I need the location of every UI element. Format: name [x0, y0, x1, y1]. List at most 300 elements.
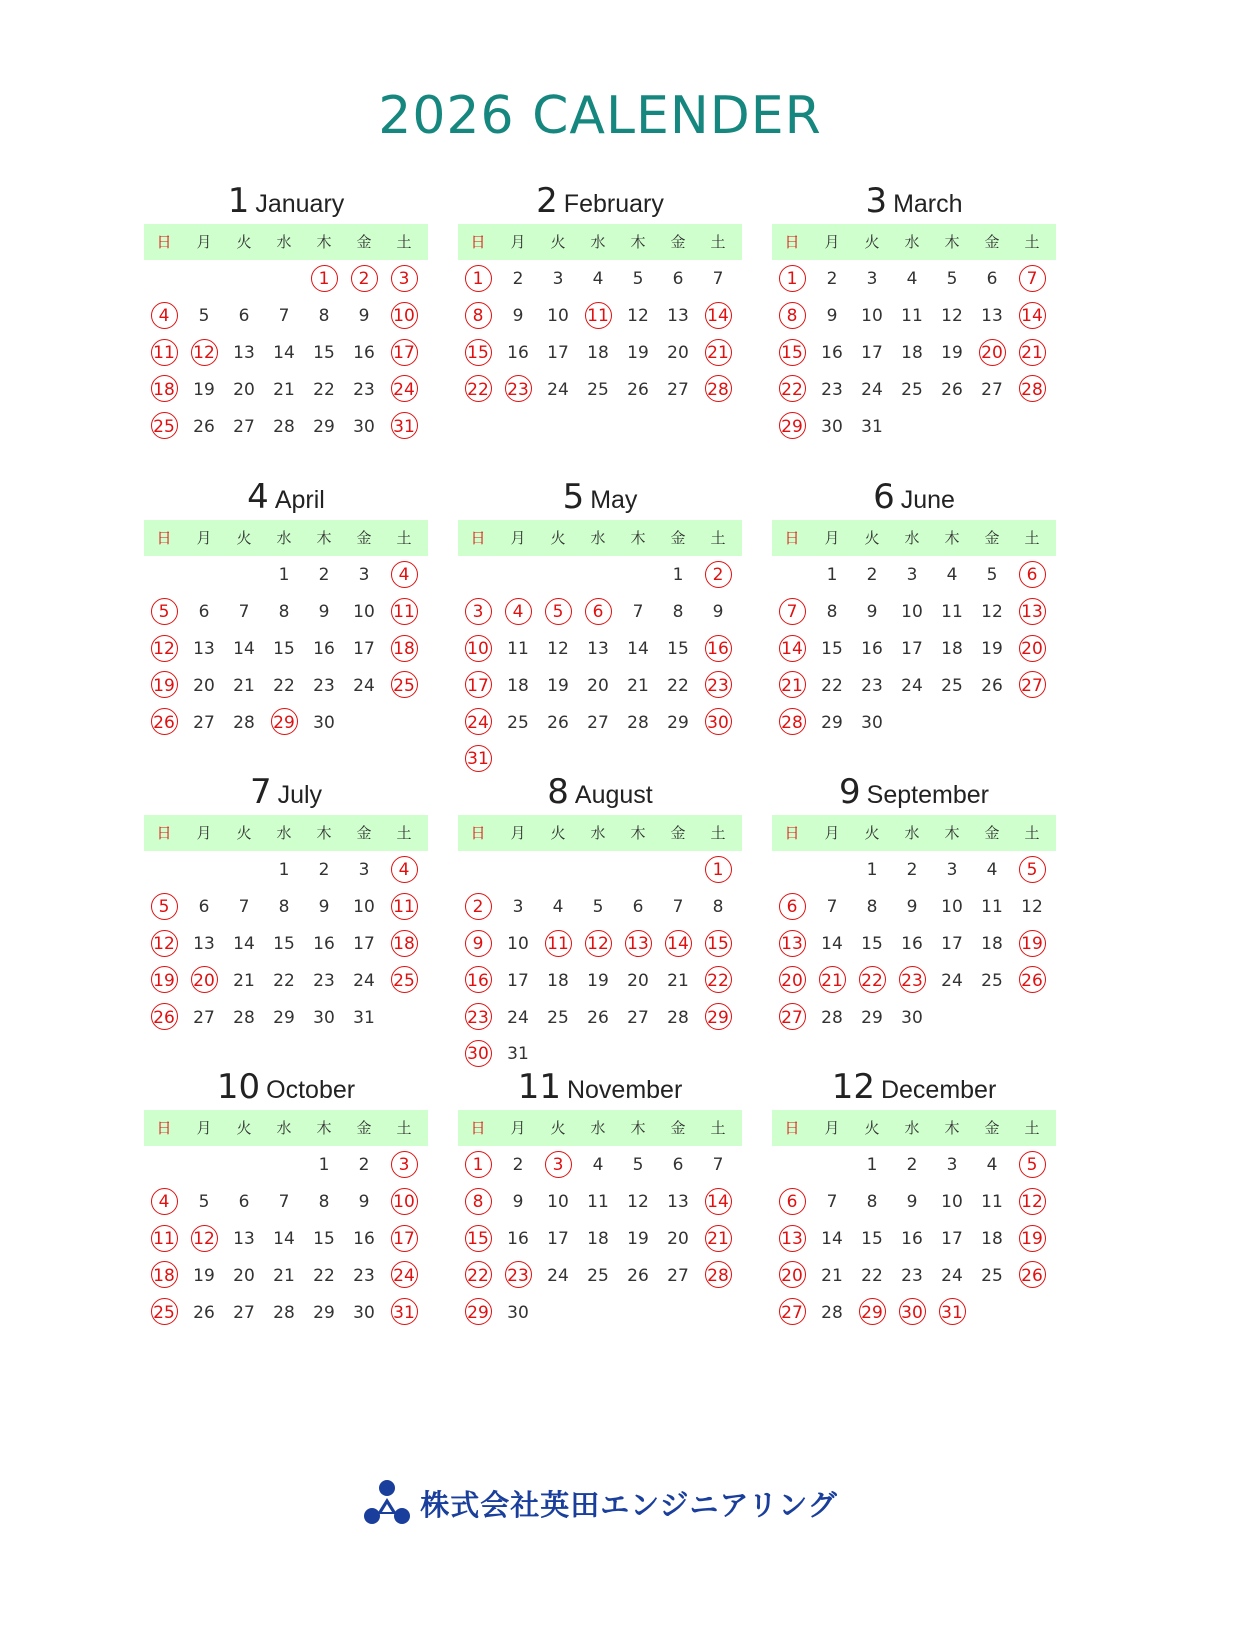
holiday-day-cell [772, 594, 812, 631]
day-number: 21 [667, 970, 689, 991]
day-number: 9 [358, 1192, 370, 1213]
day-number: 29 [861, 1302, 883, 1323]
empty-day-cell [772, 557, 812, 594]
day-cell [972, 1184, 1012, 1221]
holiday-day-cell [892, 962, 932, 999]
day-number: 14 [781, 638, 803, 659]
weekday-label: 木 [316, 233, 332, 251]
day-number: 18 [393, 638, 415, 659]
day-cell [812, 667, 852, 704]
day-number: 22 [313, 379, 335, 400]
day-number: 2 [712, 565, 724, 586]
day-number: 8 [278, 602, 290, 623]
holiday-day-cell [144, 926, 184, 963]
day-cell [304, 889, 344, 926]
weekday-label: 月 [824, 529, 840, 547]
day-number: 26 [981, 675, 1003, 696]
day-number: 31 [467, 749, 489, 770]
holiday-day-cell [384, 1294, 424, 1331]
weekday-label: 日 [784, 529, 800, 547]
weekday-label: 水 [590, 529, 606, 547]
day-cell [538, 261, 578, 298]
month-block [772, 1066, 1056, 1331]
company-name: 株式会社英田エンジニアリング [420, 1487, 838, 1522]
day-cell [892, 999, 932, 1036]
month-block [144, 476, 428, 741]
month-name: November [566, 1076, 683, 1104]
day-number: 2 [826, 269, 838, 290]
day-number: 18 [153, 379, 175, 400]
month-heading [458, 476, 742, 518]
day-cell [932, 557, 972, 594]
day-cell [224, 704, 264, 741]
day-number: 14 [821, 933, 843, 954]
day-number: 4 [158, 1192, 170, 1213]
holiday-day-cell [932, 1294, 972, 1331]
days-grid [772, 557, 1056, 741]
day-cell [658, 261, 698, 298]
day-cell [224, 594, 264, 631]
day-cell [344, 1257, 384, 1294]
day-cell [618, 631, 658, 668]
day-number: 3 [946, 860, 958, 881]
day-number: 9 [712, 602, 724, 623]
weekday-label: 水 [276, 824, 292, 842]
day-cell [344, 1221, 384, 1258]
day-number: 13 [667, 306, 689, 327]
day-number: 27 [981, 379, 1003, 400]
day-number: 27 [667, 379, 689, 400]
day-number: 10 [547, 1192, 569, 1213]
holiday-day-cell [184, 335, 224, 372]
day-number: 27 [233, 416, 255, 437]
day-cell [972, 926, 1012, 963]
holiday-day-cell [144, 631, 184, 668]
day-number: 12 [193, 1228, 215, 1249]
empty-day-cell [538, 557, 578, 594]
day-cell [812, 371, 852, 408]
holiday-day-cell [458, 335, 498, 372]
day-number: 3 [512, 897, 524, 918]
day-number: 6 [786, 1192, 798, 1213]
day-number: 16 [861, 638, 883, 659]
day-number: 7 [238, 897, 250, 918]
day-number: 19 [153, 675, 175, 696]
day-number: 7 [826, 1192, 838, 1213]
weekday-label: 水 [904, 1119, 920, 1137]
day-number: 24 [353, 970, 375, 991]
day-cell [304, 631, 344, 668]
empty-day-cell [224, 1147, 264, 1184]
month-name: May [590, 486, 638, 514]
holiday-day-cell [458, 667, 498, 704]
day-cell [852, 999, 892, 1036]
month-name: July [277, 781, 323, 809]
month-block [772, 476, 1056, 741]
holiday-day-cell [384, 594, 424, 631]
day-cell [698, 594, 738, 631]
day-cell [658, 999, 698, 1036]
day-number: 15 [821, 638, 843, 659]
day-number: 25 [901, 379, 923, 400]
month-heading [772, 476, 1056, 518]
month-block [458, 180, 742, 408]
day-number: 20 [1021, 638, 1043, 659]
day-number: 30 [313, 1007, 335, 1028]
day-number: 24 [353, 675, 375, 696]
day-number: 4 [512, 602, 524, 623]
month-number: 12 [831, 1067, 875, 1107]
day-number: 13 [981, 306, 1003, 327]
day-number: 18 [507, 675, 529, 696]
day-number: 19 [193, 379, 215, 400]
day-number: 23 [901, 1265, 923, 1286]
weekday-label: 木 [316, 824, 332, 842]
weekday-label: 日 [784, 824, 800, 842]
empty-day-cell [144, 852, 184, 889]
day-cell [852, 298, 892, 335]
day-number: 18 [981, 933, 1003, 954]
empty-day-cell [538, 852, 578, 889]
day-cell [658, 889, 698, 926]
weekday-label: 日 [470, 824, 486, 842]
day-number: 12 [547, 638, 569, 659]
day-number: 30 [353, 416, 375, 437]
day-number: 19 [627, 1228, 649, 1249]
day-cell [264, 852, 304, 889]
weekday-header [458, 224, 742, 260]
day-cell [972, 889, 1012, 926]
day-number: 29 [707, 1007, 729, 1028]
day-number: 21 [821, 1265, 843, 1286]
holiday-day-cell [458, 1257, 498, 1294]
day-number: 11 [153, 1228, 175, 1249]
holiday-day-cell [772, 1221, 812, 1258]
day-number: 2 [906, 860, 918, 881]
holiday-day-cell [384, 1147, 424, 1184]
day-number: 7 [1026, 269, 1038, 290]
day-cell [972, 557, 1012, 594]
day-cell [892, 631, 932, 668]
day-cell [892, 335, 932, 372]
day-cell [972, 261, 1012, 298]
day-number: 7 [632, 602, 644, 623]
holiday-day-cell [772, 1184, 812, 1221]
day-cell [972, 1257, 1012, 1294]
day-number: 23 [901, 970, 923, 991]
days-grid [458, 1147, 742, 1331]
day-cell [892, 889, 932, 926]
weekday-label: 水 [590, 824, 606, 842]
weekday-label: 水 [276, 1119, 292, 1137]
day-number: 19 [627, 342, 649, 363]
day-cell [304, 371, 344, 408]
day-cell [972, 962, 1012, 999]
day-cell [304, 962, 344, 999]
day-number: 11 [587, 306, 609, 327]
holiday-day-cell [698, 557, 738, 594]
day-number: 23 [707, 675, 729, 696]
month-number: 5 [562, 477, 585, 517]
day-number: 17 [547, 1228, 569, 1249]
holiday-day-cell [384, 889, 424, 926]
day-cell [184, 408, 224, 445]
empty-day-cell [498, 557, 538, 594]
day-cell [538, 1257, 578, 1294]
day-cell [812, 261, 852, 298]
day-number: 7 [826, 897, 838, 918]
weekday-label: 土 [1024, 233, 1040, 251]
day-cell [344, 371, 384, 408]
weekday-label: 木 [316, 529, 332, 547]
day-number: 25 [153, 416, 175, 437]
day-cell [344, 926, 384, 963]
day-cell [498, 704, 538, 741]
holiday-day-cell [458, 704, 498, 741]
day-cell [304, 999, 344, 1036]
holiday-day-cell [144, 1257, 184, 1294]
day-number: 18 [981, 1228, 1003, 1249]
holiday-day-cell [538, 1147, 578, 1184]
weekday-label: 月 [824, 233, 840, 251]
day-cell [892, 852, 932, 889]
day-number: 8 [786, 306, 798, 327]
holiday-day-cell [772, 889, 812, 926]
empty-day-cell [184, 557, 224, 594]
weekday-label: 金 [984, 529, 1000, 547]
holiday-day-cell [144, 371, 184, 408]
month-block [144, 180, 428, 445]
day-cell [344, 889, 384, 926]
day-cell [812, 631, 852, 668]
day-cell [184, 1257, 224, 1294]
day-number: 13 [667, 1192, 689, 1213]
day-number: 24 [393, 1265, 415, 1286]
weekday-label: 火 [550, 529, 566, 547]
day-number: 29 [667, 712, 689, 733]
days-grid [458, 557, 742, 778]
weekday-label: 月 [196, 529, 212, 547]
holiday-day-cell [184, 962, 224, 999]
day-number: 17 [901, 638, 923, 659]
day-cell [932, 1147, 972, 1184]
month-name: June [900, 486, 955, 514]
holiday-day-cell [384, 1184, 424, 1221]
day-cell [264, 408, 304, 445]
day-number: 21 [821, 970, 843, 991]
month-name: October [266, 1076, 356, 1104]
day-number: 30 [861, 712, 883, 733]
day-cell [618, 594, 658, 631]
day-number: 21 [1021, 342, 1043, 363]
day-cell [538, 889, 578, 926]
day-number: 26 [193, 416, 215, 437]
day-number: 2 [472, 897, 484, 918]
day-cell [304, 594, 344, 631]
holiday-day-cell [1012, 926, 1052, 963]
day-number: 8 [866, 897, 878, 918]
day-cell [852, 889, 892, 926]
day-cell [812, 594, 852, 631]
day-number: 9 [318, 897, 330, 918]
day-number: 22 [821, 675, 843, 696]
weekday-label: 火 [236, 824, 252, 842]
day-cell [344, 298, 384, 335]
weekday-label: 月 [510, 1119, 526, 1137]
weekday-label: 金 [356, 529, 372, 547]
day-number: 28 [233, 1007, 255, 1028]
holiday-day-cell [698, 1257, 738, 1294]
month-block [144, 771, 428, 1036]
day-number: 23 [353, 1265, 375, 1286]
day-number: 7 [672, 897, 684, 918]
holiday-day-cell [772, 999, 812, 1036]
weekday-label: 水 [276, 529, 292, 547]
holiday-day-cell [144, 667, 184, 704]
day-number: 5 [1026, 1155, 1038, 1176]
weekday-header [144, 520, 428, 556]
day-cell [852, 1184, 892, 1221]
day-number: 28 [233, 712, 255, 733]
day-number: 9 [318, 602, 330, 623]
days-grid [772, 1147, 1056, 1331]
day-number: 5 [632, 1155, 644, 1176]
company-logo-icon [362, 1478, 412, 1528]
weekday-label: 日 [156, 824, 172, 842]
day-cell [892, 298, 932, 335]
day-number: 29 [313, 416, 335, 437]
day-number: 2 [512, 269, 524, 290]
day-number: 3 [906, 565, 918, 586]
holiday-day-cell [458, 999, 498, 1036]
holiday-day-cell [1012, 631, 1052, 668]
weekday-label: 月 [196, 824, 212, 842]
holiday-day-cell [1012, 261, 1052, 298]
weekday-label: 水 [904, 824, 920, 842]
day-cell [578, 889, 618, 926]
day-number: 13 [233, 342, 255, 363]
weekday-label: 火 [550, 824, 566, 842]
day-number: 28 [1021, 379, 1043, 400]
holiday-day-cell [144, 298, 184, 335]
weekday-label: 金 [356, 233, 372, 251]
day-number: 3 [398, 1155, 410, 1176]
day-cell [972, 852, 1012, 889]
day-number: 11 [393, 602, 415, 623]
day-number: 7 [238, 602, 250, 623]
day-cell [618, 335, 658, 372]
day-cell [498, 926, 538, 963]
day-number: 15 [273, 933, 295, 954]
day-cell [304, 1147, 344, 1184]
month-number: 7 [249, 772, 272, 812]
weekday-header [458, 1110, 742, 1146]
month-block [144, 1066, 428, 1331]
holiday-day-cell [144, 408, 184, 445]
empty-day-cell [264, 261, 304, 298]
day-cell [618, 1257, 658, 1294]
holiday-day-cell [658, 926, 698, 963]
day-number: 10 [901, 602, 923, 623]
day-number: 28 [707, 1265, 729, 1286]
day-cell [304, 1294, 344, 1331]
weekday-label: 火 [864, 1119, 880, 1137]
day-number: 1 [826, 565, 838, 586]
day-cell [852, 557, 892, 594]
month-block [772, 771, 1056, 1036]
day-number: 27 [781, 1007, 803, 1028]
day-cell [932, 335, 972, 372]
weekday-label: 水 [590, 1119, 606, 1137]
day-number: 5 [552, 602, 564, 623]
day-number: 11 [981, 1192, 1003, 1213]
day-number: 11 [547, 933, 569, 954]
day-number: 27 [587, 712, 609, 733]
day-cell [498, 667, 538, 704]
day-cell [184, 371, 224, 408]
weekday-label: 日 [156, 529, 172, 547]
holiday-day-cell [458, 926, 498, 963]
day-number: 24 [547, 1265, 569, 1286]
day-cell [618, 1184, 658, 1221]
weekday-label: 日 [784, 1119, 800, 1137]
month-heading [772, 1066, 1056, 1108]
day-number: 20 [667, 1228, 689, 1249]
weekday-label: 金 [984, 233, 1000, 251]
day-cell [224, 1257, 264, 1294]
day-cell [618, 999, 658, 1036]
day-number: 8 [318, 1192, 330, 1213]
day-cell [658, 557, 698, 594]
day-cell [618, 371, 658, 408]
day-number: 5 [198, 1192, 210, 1213]
day-cell [852, 926, 892, 963]
day-number: 3 [472, 602, 484, 623]
day-cell [852, 594, 892, 631]
weekday-label: 月 [824, 1119, 840, 1137]
day-cell [658, 962, 698, 999]
weekday-label: 月 [824, 824, 840, 842]
day-cell [498, 261, 538, 298]
empty-day-cell [458, 852, 498, 889]
holiday-day-cell [772, 298, 812, 335]
day-cell [344, 852, 384, 889]
holiday-day-cell [698, 631, 738, 668]
day-cell [538, 298, 578, 335]
holiday-day-cell [144, 1221, 184, 1258]
day-number: 22 [861, 1265, 883, 1286]
day-number: 5 [632, 269, 644, 290]
holiday-day-cell [384, 852, 424, 889]
day-cell [972, 594, 1012, 631]
month-block [772, 180, 1056, 445]
day-number: 4 [552, 897, 564, 918]
day-number: 28 [667, 1007, 689, 1028]
holiday-day-cell [772, 1257, 812, 1294]
weekday-label: 木 [944, 824, 960, 842]
day-number: 1 [866, 1155, 878, 1176]
holiday-day-cell [144, 999, 184, 1036]
day-number: 18 [393, 933, 415, 954]
day-number: 4 [946, 565, 958, 586]
month-heading [458, 180, 742, 222]
day-number: 27 [233, 1302, 255, 1323]
day-number: 6 [672, 1155, 684, 1176]
day-number: 5 [158, 897, 170, 918]
day-number: 14 [233, 933, 255, 954]
day-number: 12 [587, 933, 609, 954]
day-cell [578, 1257, 618, 1294]
